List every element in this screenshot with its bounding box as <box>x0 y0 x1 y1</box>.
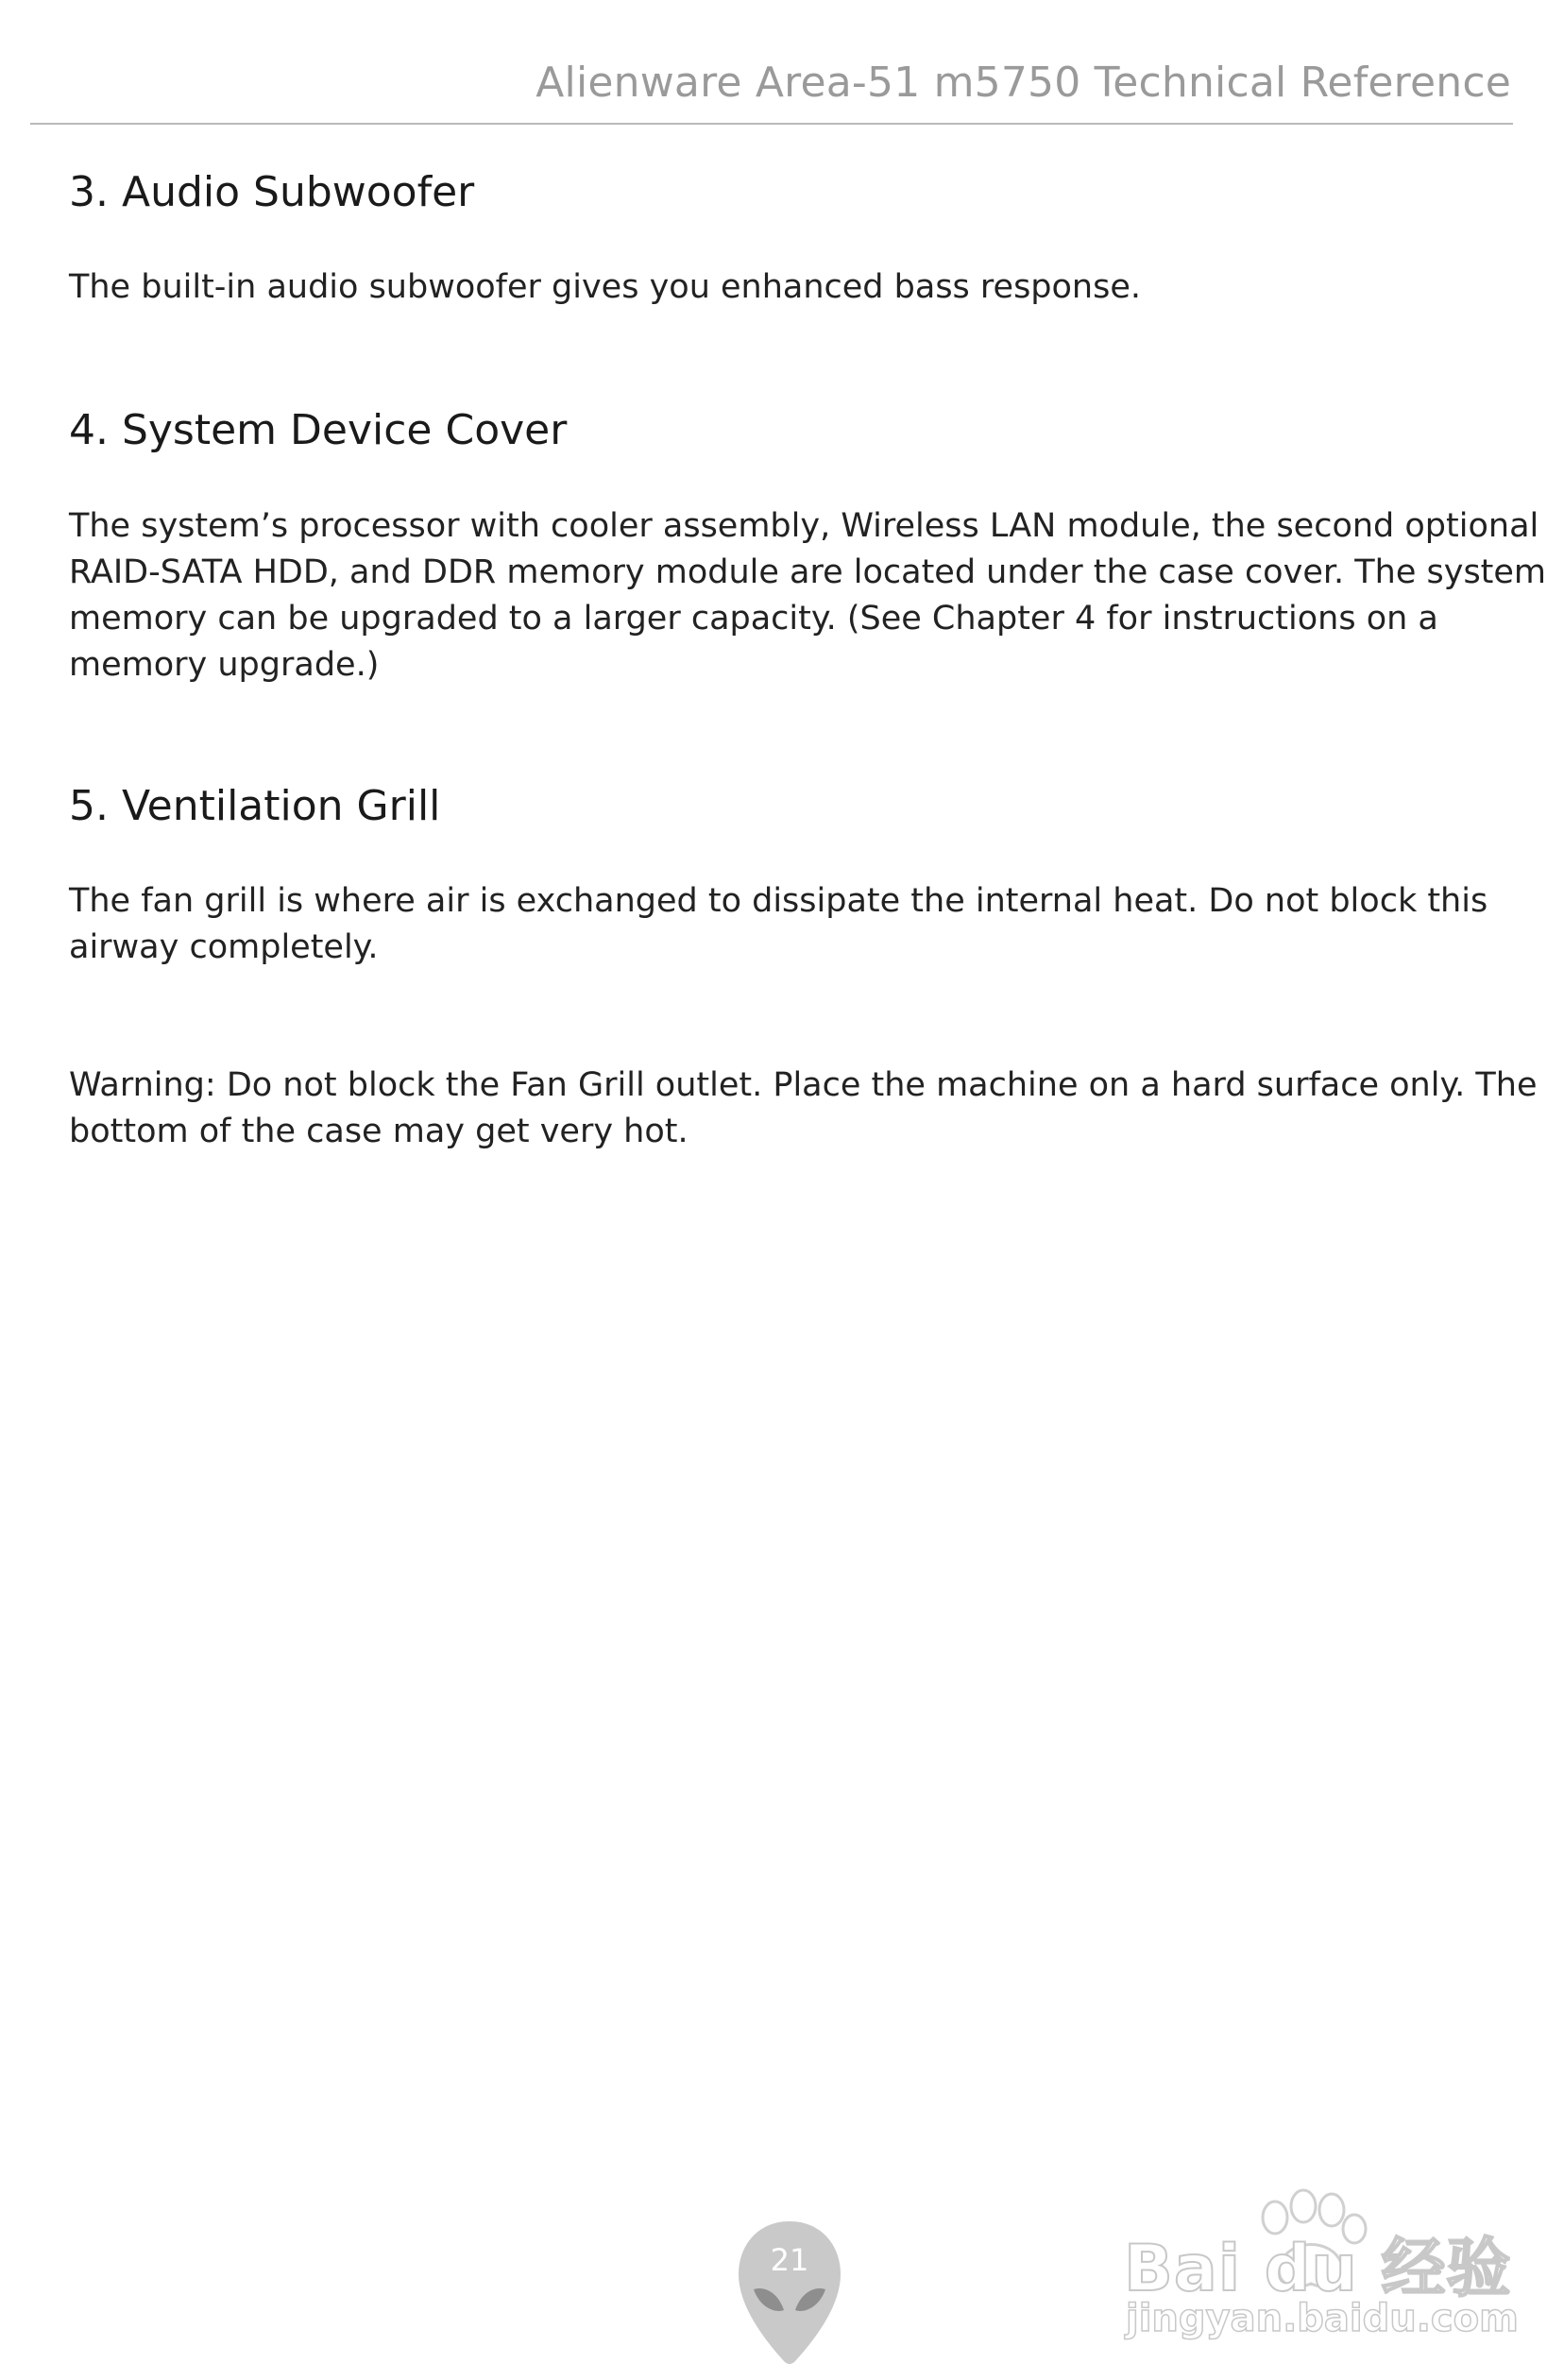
header-rule <box>30 123 1513 125</box>
section-body-audio-subwoofer <box>69 264 1504 311</box>
warning-note <box>69 1062 1538 1155</box>
section-heading-ventilation-grill: 5. Ventilation Grill <box>69 782 441 830</box>
page-number: 21 <box>770 2242 809 2278</box>
section-body-ventilation-grill <box>69 878 1504 971</box>
watermark-url: jingyan.baidu.com <box>1126 2297 1519 2340</box>
section-body-system-device-cover <box>69 503 1547 688</box>
body-line: RAID-SATA HDD, and DDR memory module are located under the case cover. The system <box>69 553 1547 591</box>
body-line: The built-in audio subwoofer gives you enhanced bass response. <box>69 268 1142 306</box>
body-line: memory upgrade.) <box>69 646 380 684</box>
body-line: Warning: Do not block the Fan Grill outlet. Place the machine on a hard surface only. The <box>69 1066 1538 1104</box>
section-heading-audio-subwoofer: 3. Audio Subwoofer <box>69 168 475 216</box>
body-line: bottom of the case may get very hot. <box>69 1113 688 1150</box>
watermark-brand: Bai du 经验 <box>1124 2232 1512 2306</box>
body-line: The fan grill is where air is exchanged to dissipate the internal heat. Do not block this <box>69 882 1488 920</box>
body-line: The system’s processor with cooler assembly, Wireless LAN module, the second optional <box>69 507 1539 545</box>
section-heading-system-device-cover: 4. System Device Cover <box>69 406 568 454</box>
running-header: Alienware Area-51 m5750 Technical Reference <box>536 59 1511 107</box>
body-line: memory can be upgraded to a larger capacity. (See Chapter 4 for instructions on a <box>69 600 1438 638</box>
body-line: airway completely. <box>69 928 379 966</box>
